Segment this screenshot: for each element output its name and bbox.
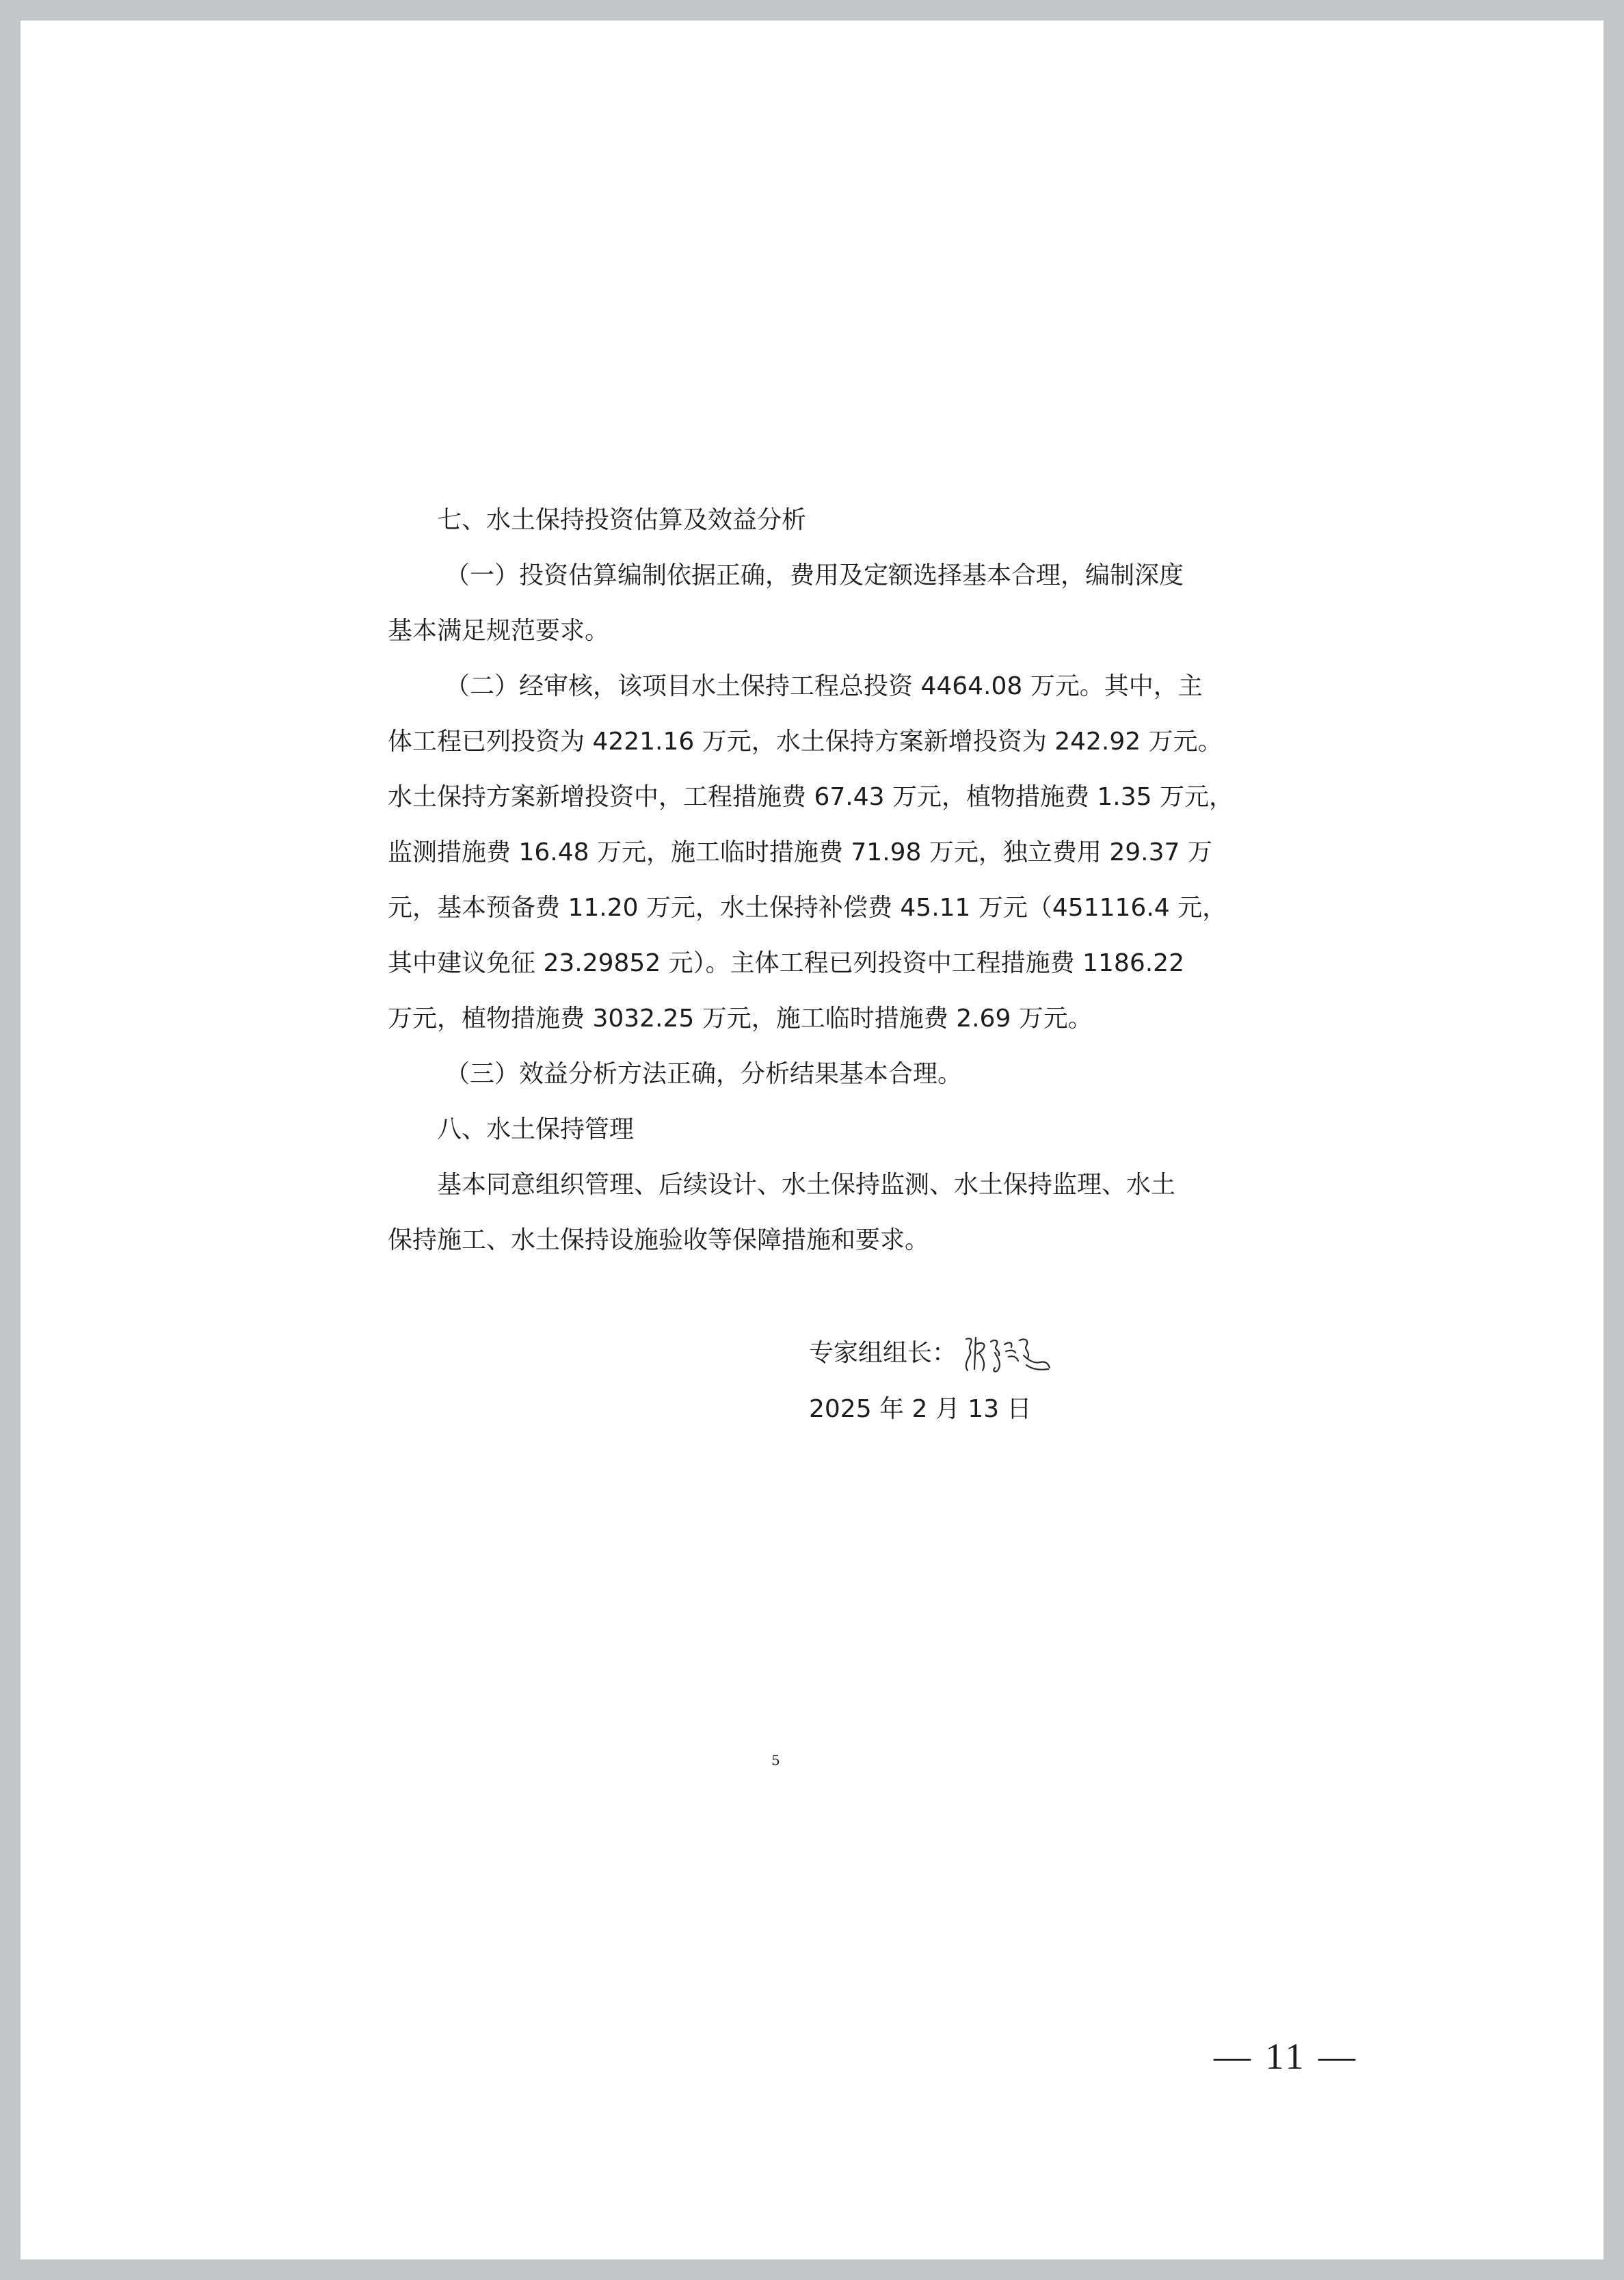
section-7-item-1-line-2: 基本满足规范要求。 — [388, 617, 610, 645]
section-7-item-3: （三）效益分析方法正确，分析结果基本合理。 — [445, 1060, 963, 1088]
section-8-body-line-2: 保持施工、水土保持设施验收等保障措施和要求。 — [388, 1226, 930, 1254]
section-8-title: 八、水土保持管理 — [437, 1115, 635, 1143]
section-7-item-2-line-4: 监测措施费 16.48 万元，施工临时措施费 71.98 万元，独立费用 29.37 万 — [388, 838, 1212, 866]
signature-block — [809, 1325, 1056, 1437]
section-7-title: 七、水土保持投资估算及效益分析 — [437, 506, 807, 534]
signature-row — [809, 1325, 1056, 1381]
section-7-item-1-line-1: （一）投资估算编制依据正确，费用及定额选择基本合理，编制深度 — [445, 561, 1184, 589]
section-7-item-2-line-2: 体工程已列投资为 4221.16 万元，水土保持方案新增投资为 242.92 万元。 — [388, 728, 1223, 756]
section-7-item-2-line-1: （二）经审核，该项目水土保持工程总投资 4464.08 万元。其中，主 — [445, 672, 1203, 700]
section-8-body-line-1: 基本同意组织管理、后续设计、水土保持监测、水土保持监理、水土 — [437, 1171, 1176, 1199]
signature-date: 2025 年 2 月 13 日 — [809, 1395, 1032, 1423]
section-7-item-2-line-3: 水土保持方案新增投资中，工程措施费 67.43 万元，植物措施费 1.35 万元， — [388, 783, 1234, 811]
section-7-item-2-line-6: 其中建议免征 23.29852 元）。主体工程已列投资中工程措施费 1186.22 — [388, 949, 1184, 977]
section-7-item-2-line-7: 万元，植物措施费 3032.25 万元，施工临时措施费 2.69 万元。 — [388, 1005, 1093, 1033]
inner-page-number: 5 — [771, 1752, 780, 1768]
signature-label: 专家组组长： — [809, 1339, 957, 1367]
section-7-item-2-line-5: 元，基本预备费 11.20 万元，水土保持补偿费 45.11 万元（451116.4 元， — [388, 894, 1227, 922]
handwritten-signature — [961, 1329, 1056, 1377]
page-footer-number: — 11 — — [1214, 2036, 1358, 2077]
document-body — [388, 492, 1234, 1268]
